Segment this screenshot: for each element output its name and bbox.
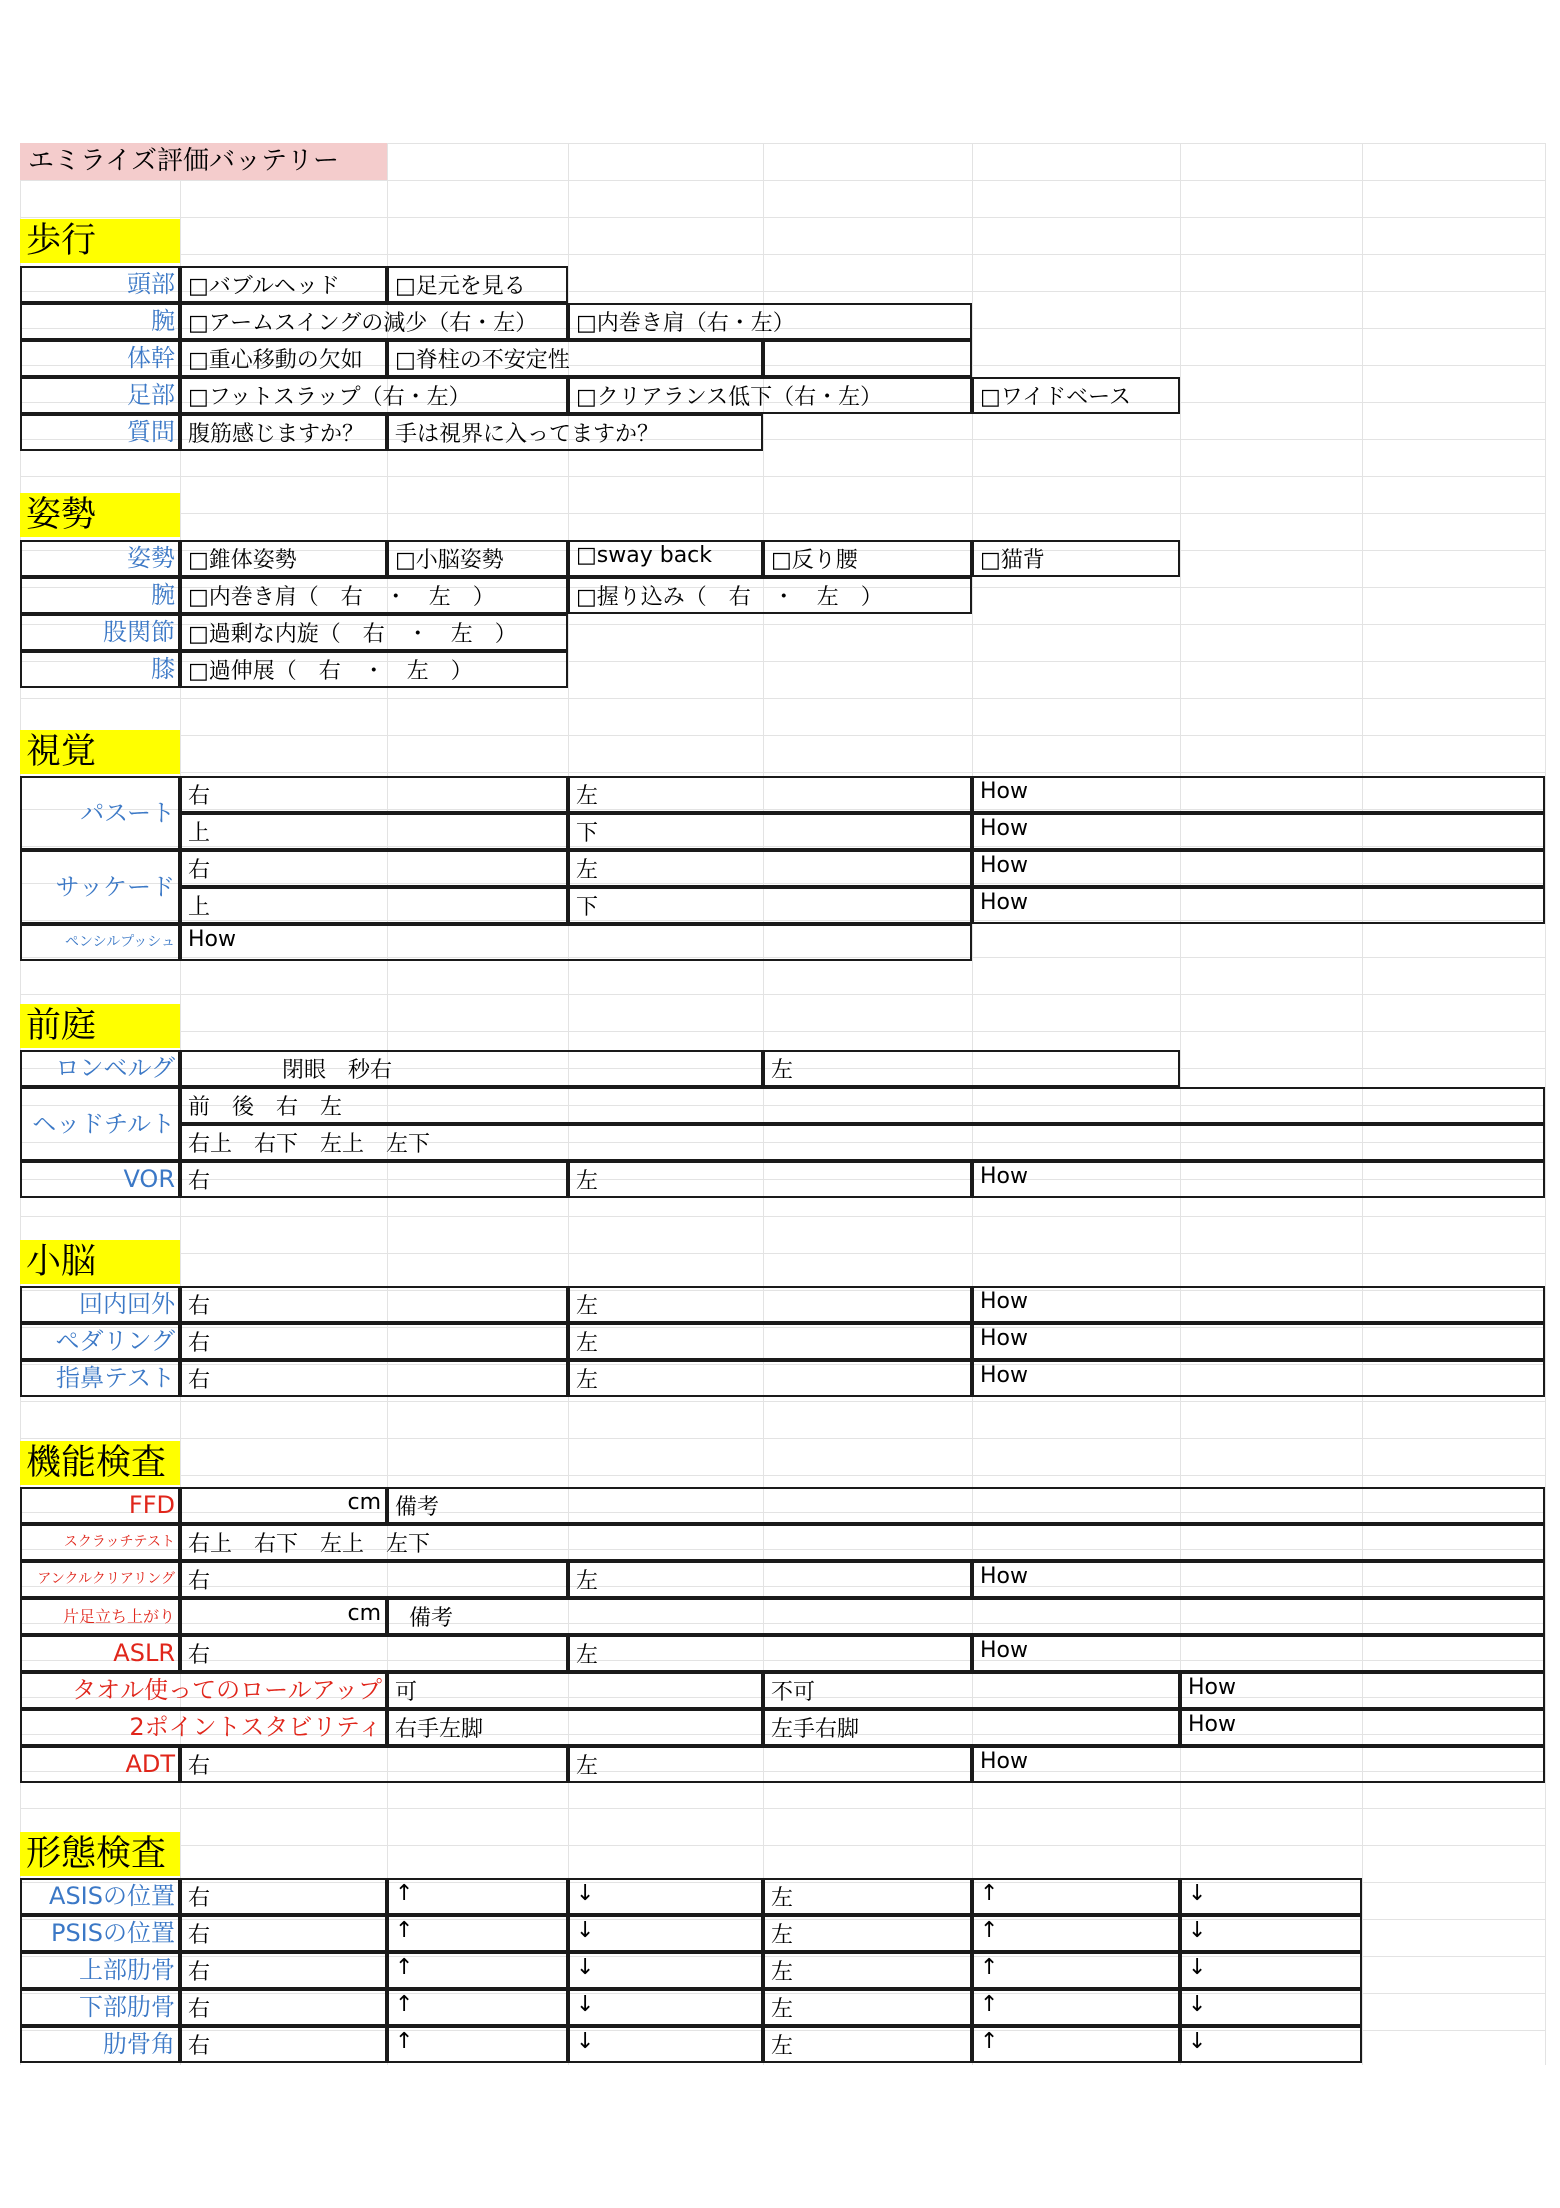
morph-cell[interactable] bbox=[763, 2026, 972, 2063]
romberg-cell-text: 左 bbox=[771, 1058, 794, 1083]
romberg-seconds-text: 閉眼 秒右 bbox=[282, 1058, 393, 1083]
aslr-cell[interactable] bbox=[568, 1635, 972, 1672]
morph-cell[interactable] bbox=[763, 1989, 972, 2026]
gridline-horizontal bbox=[20, 772, 1545, 773]
morph-cell-text: ↓ bbox=[1188, 1992, 1207, 2017]
walk-cell[interactable] bbox=[180, 266, 387, 303]
posture-cell-text: □錐体姿勢 bbox=[188, 548, 297, 573]
vision-cell how-text: How bbox=[188, 927, 236, 952]
morph-cell[interactable] bbox=[1180, 2026, 1362, 2063]
vision-cell-text: 左 bbox=[576, 784, 599, 809]
ankle-cell how-text: How bbox=[980, 1564, 1028, 1589]
vision-cell how[interactable] bbox=[972, 850, 1545, 887]
cerebellum-label-2: 指鼻テスト bbox=[20, 1360, 180, 1397]
walk-cell[interactable] bbox=[180, 377, 568, 414]
posture-cell[interactable] bbox=[568, 540, 763, 577]
section-header-vestibular: 前庭 bbox=[20, 1004, 180, 1048]
vision-cell how[interactable] bbox=[972, 776, 1545, 813]
morph-cell-text: 右 bbox=[188, 1960, 211, 1985]
morph-cell-text: ↑ bbox=[980, 1955, 999, 1980]
vision-label-saccade: サッケード bbox=[20, 850, 180, 924]
walk-cell-text: □バブルヘッド bbox=[188, 274, 340, 299]
morph-cell-text: ↓ bbox=[576, 1881, 595, 1906]
function-label-adt: ADT bbox=[20, 1746, 180, 1783]
walk-cell[interactable] bbox=[180, 414, 387, 451]
walk-cell[interactable] bbox=[387, 266, 568, 303]
section-header-function: 機能検査 bbox=[20, 1441, 180, 1485]
morph-cell[interactable] bbox=[763, 1915, 972, 1952]
morph-cell-text: 左 bbox=[771, 1960, 794, 1985]
cerebellum-cell how-text: How bbox=[980, 1326, 1028, 1351]
section-header-posture: 姿勢 bbox=[20, 493, 180, 537]
morph-cell-text: 左 bbox=[771, 2034, 794, 2059]
walk-cell-text: □フットスラップ（右・左） bbox=[188, 385, 471, 410]
gridline-horizontal bbox=[20, 735, 1545, 736]
posture-cell[interactable] bbox=[972, 540, 1180, 577]
walk-cell[interactable] bbox=[972, 377, 1180, 414]
morph-cell-text: ↑ bbox=[980, 1918, 999, 1943]
morph-cell-text: 右 bbox=[188, 1997, 211, 2022]
morph-cell[interactable] bbox=[568, 2026, 763, 2063]
vision-cell how-text: How bbox=[980, 779, 1028, 804]
cerebellum-cell-text: 右 bbox=[188, 1331, 211, 1356]
adt-cell how[interactable] bbox=[972, 1746, 1545, 1783]
headtilt-cell[interactable] bbox=[180, 1124, 1545, 1161]
morph-cell[interactable] bbox=[763, 1952, 972, 1989]
function-label-two-point: 2ポイントスタビリティ bbox=[20, 1709, 387, 1746]
function-label-aslr: ASLR bbox=[20, 1635, 180, 1672]
morph-cell-text: ↓ bbox=[576, 1992, 595, 2017]
section-header-morph: 形態検査 bbox=[20, 1832, 180, 1876]
single-leg-note-text: 備考 bbox=[409, 1606, 454, 1631]
posture-cell-text: □反り腰 bbox=[771, 548, 858, 573]
morph-cell[interactable] bbox=[972, 2026, 1180, 2063]
posture-cell-text: □過剰な内旋（ 右 ・ 左 ） bbox=[188, 622, 517, 647]
two-point-cell how[interactable] bbox=[1180, 1709, 1545, 1746]
vestibular-label-vor: VOR bbox=[20, 1161, 180, 1198]
morph-cell-text: ↓ bbox=[576, 2029, 595, 2054]
morph-cell[interactable] bbox=[972, 1989, 1180, 2026]
vestibular-label-romberg: ロンベルグ bbox=[20, 1050, 180, 1087]
vision-cell[interactable] bbox=[568, 850, 972, 887]
function-label-ankle: アンクルクリアリング bbox=[20, 1561, 180, 1598]
posture-cell-text: □過伸展（ 右 ・ 左 ） bbox=[188, 659, 473, 684]
morph-cell-text: ↑ bbox=[395, 1918, 414, 1943]
walk-label-head: 頭部 bbox=[20, 266, 180, 303]
towel-cell-text: 可 bbox=[395, 1680, 418, 1705]
posture-cell[interactable] bbox=[387, 540, 568, 577]
posture-cell[interactable] bbox=[763, 540, 972, 577]
morph-cell[interactable] bbox=[180, 1989, 387, 2026]
vision-cell-text: 右 bbox=[188, 858, 211, 883]
walk-cell-text: □足元を見る bbox=[395, 274, 526, 299]
posture-cell-text: □猫背 bbox=[980, 548, 1045, 573]
function-label-ffd: FFD bbox=[20, 1487, 180, 1524]
section-header-walk: 歩行 bbox=[20, 219, 180, 263]
gridline-horizontal bbox=[20, 1216, 1545, 1217]
aslr-cell-text: 右 bbox=[188, 1643, 211, 1668]
gridline-horizontal bbox=[20, 994, 1545, 995]
morph-label-1: PSISの位置 bbox=[20, 1915, 180, 1952]
vor-cell-text: 右 bbox=[188, 1169, 211, 1194]
cerebellum-cell[interactable] bbox=[568, 1360, 972, 1397]
section-header-vision: 視覚 bbox=[20, 730, 180, 774]
vor-cell-text: 左 bbox=[576, 1169, 599, 1194]
romberg-cell[interactable] bbox=[763, 1050, 1180, 1087]
headtilt-cell-text: 前 後 右 左 bbox=[188, 1095, 343, 1120]
adt-cell[interactable] bbox=[180, 1746, 568, 1783]
vision-cell how-text: How bbox=[980, 853, 1028, 878]
morph-cell[interactable] bbox=[568, 1878, 763, 1915]
cerebellum-cell-text: 左 bbox=[576, 1294, 599, 1319]
vision-cell how[interactable] bbox=[180, 924, 972, 961]
vision-label-pursuit: パスート bbox=[20, 776, 180, 850]
scratch-cell-text: 右上 右下 左上 左下 bbox=[188, 1532, 431, 1557]
vision-cell-text: 左 bbox=[576, 858, 599, 883]
gridline-horizontal bbox=[20, 1253, 1545, 1254]
two-point-cell how-text: How bbox=[1188, 1712, 1236, 1737]
morph-cell-text: 右 bbox=[188, 1923, 211, 1948]
morph-label-0: ASISの位置 bbox=[20, 1878, 180, 1915]
morph-cell[interactable] bbox=[1180, 1989, 1362, 2026]
towel-cell how[interactable] bbox=[1180, 1672, 1545, 1709]
cerebellum-cell how[interactable] bbox=[972, 1286, 1545, 1323]
vision-cell how-text: How bbox=[980, 816, 1028, 841]
vision-cell[interactable] bbox=[180, 887, 568, 924]
vision-label-pencil: ペンシルプッシュ bbox=[20, 924, 180, 961]
vision-cell how[interactable] bbox=[972, 813, 1545, 850]
vision-cell how[interactable] bbox=[972, 887, 1545, 924]
morph-cell-text: ↓ bbox=[1188, 1881, 1207, 1906]
posture-label-posture: 姿勢 bbox=[20, 540, 180, 577]
cerebellum-cell[interactable] bbox=[180, 1360, 568, 1397]
morph-cell-text: ↑ bbox=[395, 1992, 414, 2017]
cerebellum-cell-text: 右 bbox=[188, 1294, 211, 1319]
cerebellum-cell[interactable] bbox=[568, 1323, 972, 1360]
walk-cell-text: □内巻き肩（右・左） bbox=[576, 311, 795, 336]
walk-cell-text: □重心移動の欠如 bbox=[188, 348, 363, 373]
morph-cell-text: 右 bbox=[188, 1886, 211, 1911]
walk-cell-text: □ワイドベース bbox=[980, 385, 1132, 410]
morph-cell-text: ↓ bbox=[576, 1955, 595, 1980]
ankle-cell how[interactable] bbox=[972, 1561, 1545, 1598]
walk-cell[interactable] bbox=[568, 377, 972, 414]
walk-cell-text: □脊柱の不安定性 bbox=[395, 348, 570, 373]
single-leg-note-cell[interactable] bbox=[387, 1598, 1545, 1635]
gridline-horizontal bbox=[20, 1845, 1545, 1846]
single-leg-cm-text: cm bbox=[347, 1601, 381, 1626]
walk-label-trunk: 体幹 bbox=[20, 340, 180, 377]
vision-cell-text: 上 bbox=[188, 821, 211, 846]
cerebellum-cell how[interactable] bbox=[972, 1323, 1545, 1360]
ankle-cell[interactable] bbox=[180, 1561, 568, 1598]
morph-cell[interactable] bbox=[1180, 1952, 1362, 1989]
gridline-horizontal bbox=[20, 1031, 1545, 1032]
ankle-cell-text: 右 bbox=[188, 1569, 211, 1594]
morph-cell[interactable] bbox=[972, 1878, 1180, 1915]
function-label-scratch: スクラッチテスト bbox=[20, 1524, 180, 1561]
vision-cell[interactable] bbox=[568, 776, 972, 813]
morph-cell[interactable] bbox=[972, 1915, 1180, 1952]
morph-cell[interactable] bbox=[180, 1952, 387, 1989]
gridline-horizontal bbox=[20, 698, 1545, 699]
cerebellum-label-1: ペダリング bbox=[20, 1323, 180, 1360]
morph-cell[interactable] bbox=[180, 1878, 387, 1915]
towel-cell-text: 不可 bbox=[771, 1680, 816, 1705]
posture-cell-text: □sway back bbox=[576, 543, 713, 568]
vision-cell[interactable] bbox=[568, 813, 972, 850]
ffd-cell[interactable] bbox=[180, 1487, 387, 1524]
morph-cell[interactable] bbox=[763, 1878, 972, 1915]
morph-label-4: 肋骨角 bbox=[20, 2026, 180, 2063]
walk-cell-text: 手は視界に入ってますか？ bbox=[395, 422, 660, 447]
morph-cell-text: ↓ bbox=[1188, 2029, 1207, 2054]
ankle-cell-text: 左 bbox=[576, 1569, 599, 1594]
morph-cell[interactable] bbox=[180, 1915, 387, 1952]
gridline-horizontal bbox=[20, 180, 1545, 181]
morph-cell[interactable] bbox=[387, 1878, 568, 1915]
cerebellum-cell how-text: How bbox=[980, 1289, 1028, 1314]
two-point-cell-text: 左手右脚 bbox=[771, 1717, 860, 1742]
aslr-cell[interactable] bbox=[180, 1635, 568, 1672]
walk-cell[interactable] bbox=[387, 414, 763, 451]
adt-cell how-text: How bbox=[980, 1749, 1028, 1774]
ankle-cell[interactable] bbox=[568, 1561, 972, 1598]
gridline-horizontal bbox=[20, 217, 1545, 218]
morph-cell-text: ↑ bbox=[980, 2029, 999, 2054]
morph-cell-text: ↓ bbox=[1188, 1955, 1207, 1980]
walk-cell-text: □アームスイングの減少（右・左） bbox=[188, 311, 538, 336]
ffd-note-cell[interactable] bbox=[387, 1487, 1545, 1524]
morph-cell-text: 右 bbox=[188, 2034, 211, 2059]
morph-cell[interactable] bbox=[1180, 1878, 1362, 1915]
gridline-horizontal bbox=[20, 1401, 1545, 1402]
aslr-cell-text: 左 bbox=[576, 1643, 599, 1668]
function-label-towel: タオル使ってのロールアップ bbox=[20, 1672, 387, 1709]
vor-cell[interactable] bbox=[568, 1161, 972, 1198]
morph-cell[interactable] bbox=[568, 1952, 763, 1989]
posture-cell-text: □握り込み（ 右 ・ 左 ） bbox=[576, 585, 883, 610]
vision-cell-text: 右 bbox=[188, 784, 211, 809]
walk-label-foot: 足部 bbox=[20, 377, 180, 414]
posture-cell-text: □内巻き肩（ 右 ・ 左 ） bbox=[188, 585, 495, 610]
morph-cell[interactable] bbox=[568, 1915, 763, 1952]
adt-cell-text: 左 bbox=[576, 1754, 599, 1779]
morph-cell[interactable] bbox=[387, 1952, 568, 1989]
gridline-horizontal bbox=[20, 1808, 1545, 1809]
function-label-single-leg: 片足立ち上がり bbox=[20, 1598, 180, 1635]
posture-label-arm: 腕 bbox=[20, 577, 180, 614]
romberg-cell[interactable] bbox=[180, 1050, 763, 1087]
gridline-horizontal bbox=[20, 1438, 1545, 1439]
posture-label-hip: 股関節 bbox=[20, 614, 180, 651]
aslr-cell how[interactable] bbox=[972, 1635, 1545, 1672]
morph-cell-text: ↑ bbox=[395, 1955, 414, 1980]
cerebellum-cell-text: 左 bbox=[576, 1368, 599, 1393]
vision-cell[interactable] bbox=[180, 776, 568, 813]
morph-cell-text: 左 bbox=[771, 1923, 794, 1948]
posture-cell[interactable] bbox=[180, 614, 568, 651]
towel-cell how-text: How bbox=[1188, 1675, 1236, 1700]
morph-label-3: 下部肋骨 bbox=[20, 1989, 180, 2026]
page-title: エミライズ評価バッテリー bbox=[20, 143, 387, 180]
vision-cell[interactable] bbox=[180, 813, 568, 850]
vestibular-label-headtilt: ヘッドチルト bbox=[20, 1087, 180, 1161]
morph-cell[interactable] bbox=[972, 1952, 1180, 1989]
gridline-horizontal bbox=[20, 1475, 1545, 1476]
vor-cell[interactable] bbox=[180, 1161, 568, 1198]
vision-cell[interactable] bbox=[568, 887, 972, 924]
walk-cell[interactable] bbox=[180, 340, 387, 377]
morph-cell-text: ↓ bbox=[576, 1918, 595, 1943]
walk-cell[interactable] bbox=[387, 340, 763, 377]
cerebellum-cell how-text: How bbox=[980, 1363, 1028, 1388]
vision-cell-text: 下 bbox=[576, 895, 599, 920]
gridline-vertical bbox=[1545, 143, 1546, 2065]
walk-cell-text: 腹筋感じますか？ bbox=[188, 422, 365, 447]
posture-cell[interactable] bbox=[568, 577, 972, 614]
posture-cell-text: □小脳姿勢 bbox=[395, 548, 504, 573]
morph-cell-text: 左 bbox=[771, 1886, 794, 1911]
walk-label-arm: 腕 bbox=[20, 303, 180, 340]
posture-cell[interactable] bbox=[180, 540, 387, 577]
gridline-horizontal bbox=[20, 476, 1545, 477]
vision-cell-text: 上 bbox=[188, 895, 211, 920]
adt-cell[interactable] bbox=[568, 1746, 972, 1783]
cerebellum-cell[interactable] bbox=[180, 1323, 568, 1360]
morph-cell[interactable] bbox=[180, 2026, 387, 2063]
morph-cell-text: ↓ bbox=[1188, 1918, 1207, 1943]
vision-cell how-text: How bbox=[980, 890, 1028, 915]
ffd-cm-text: cm bbox=[347, 1490, 381, 1515]
morph-cell[interactable] bbox=[568, 1989, 763, 2026]
posture-cell[interactable] bbox=[180, 577, 568, 614]
posture-cell[interactable] bbox=[180, 651, 568, 688]
vision-cell-text: 下 bbox=[576, 821, 599, 846]
walk-cell-text: □クリアランス低下（右・左） bbox=[576, 385, 883, 410]
adt-cell-text: 右 bbox=[188, 1754, 211, 1779]
scratch-cell[interactable] bbox=[180, 1524, 1545, 1561]
headtilt-cell[interactable] bbox=[180, 1087, 1545, 1124]
morph-cell-text: ↑ bbox=[395, 2029, 414, 2054]
vor-cell how[interactable] bbox=[972, 1161, 1545, 1198]
gridline-horizontal bbox=[20, 513, 1545, 514]
posture-label-knee: 膝 bbox=[20, 651, 180, 688]
cerebellum-cell[interactable] bbox=[568, 1286, 972, 1323]
cerebellum-label-0: 回内回外 bbox=[20, 1286, 180, 1323]
walk-cell[interactable] bbox=[568, 303, 972, 340]
cerebellum-cell how[interactable] bbox=[972, 1360, 1545, 1397]
morph-cell[interactable] bbox=[387, 1915, 568, 1952]
morph-cell-text: ↑ bbox=[980, 1992, 999, 2017]
vor-cell how-text: How bbox=[980, 1164, 1028, 1189]
cerebellum-cell-text: 右 bbox=[188, 1368, 211, 1393]
morph-cell[interactable] bbox=[387, 2026, 568, 2063]
morph-label-2: 上部肋骨 bbox=[20, 1952, 180, 1989]
walk-label-question: 質問 bbox=[20, 414, 180, 451]
section-header-cerebellum: 小脳 bbox=[20, 1240, 180, 1284]
single-leg-cell[interactable] bbox=[180, 1598, 387, 1635]
two-point-cell-text: 右手左脚 bbox=[395, 1717, 484, 1742]
walk-cell[interactable] bbox=[763, 340, 972, 377]
ffd-note-cell-text: 備考 bbox=[395, 1495, 440, 1520]
two-point-cell[interactable] bbox=[387, 1709, 763, 1746]
towel-cell[interactable] bbox=[387, 1672, 763, 1709]
headtilt-cell-text: 右上 右下 左上 左下 bbox=[188, 1132, 431, 1157]
morph-cell-text: ↑ bbox=[395, 1881, 414, 1906]
morph-cell-text: 左 bbox=[771, 1997, 794, 2022]
aslr-cell how-text: How bbox=[980, 1638, 1028, 1663]
vision-cell[interactable] bbox=[180, 850, 568, 887]
morph-cell[interactable] bbox=[1180, 1915, 1362, 1952]
cerebellum-cell[interactable] bbox=[180, 1286, 568, 1323]
cerebellum-cell-text: 左 bbox=[576, 1331, 599, 1356]
morph-cell-text: ↑ bbox=[980, 1881, 999, 1906]
two-point-cell[interactable] bbox=[763, 1709, 1180, 1746]
towel-cell[interactable] bbox=[763, 1672, 1180, 1709]
walk-cell[interactable] bbox=[180, 303, 568, 340]
morph-cell[interactable] bbox=[387, 1989, 568, 2026]
gridline-horizontal bbox=[20, 254, 1545, 255]
